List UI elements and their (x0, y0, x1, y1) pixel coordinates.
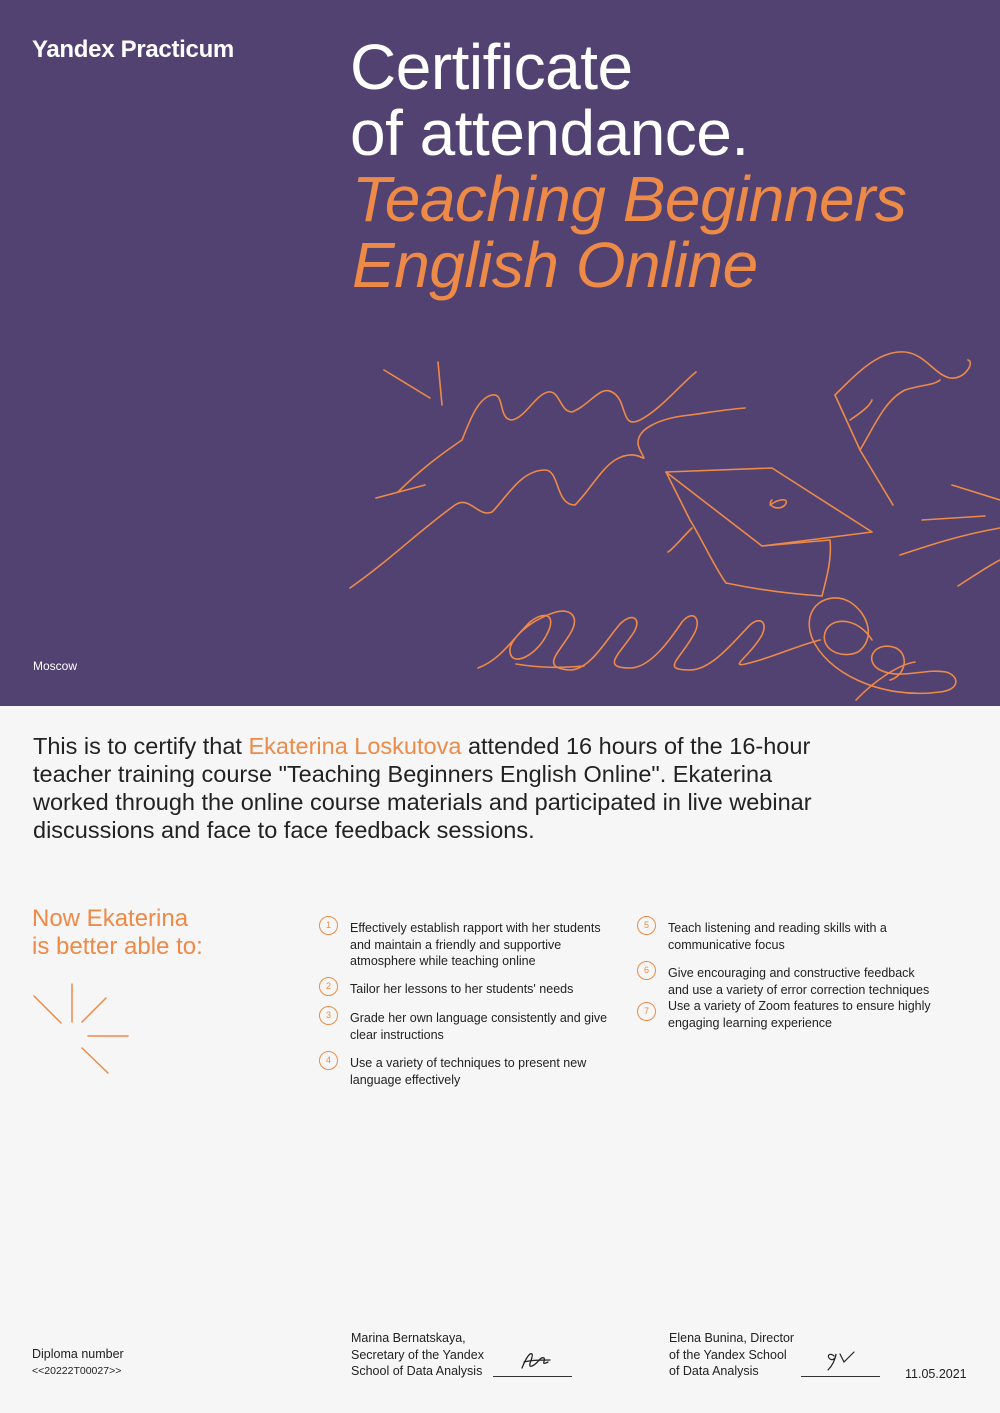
outcome-item (643, 920, 938, 953)
signature-1 (518, 1348, 552, 1374)
city-label: Moscow (33, 659, 78, 673)
recipient-name: Ekaterina Loskutova (248, 733, 462, 759)
brand-logo: Yandex Practicum (32, 36, 234, 63)
decorative-doodle-illustration (0, 0, 1000, 706)
issue-date: 11.05.2021 (905, 1367, 967, 1381)
outcome-number-badge: 1 (319, 916, 338, 935)
outcome-text: Give encouraging and constructive feedback and use a variety of error correction techniques (668, 966, 930, 997)
signature-line-2 (801, 1376, 880, 1377)
signature-line-1 (493, 1376, 572, 1377)
outcome-text: Use a variety of Zoom features to ensure highly engaging learning experience (668, 999, 931, 1030)
outcome-number-badge: 4 (319, 1051, 338, 1070)
outcome-item (325, 981, 612, 998)
outcome-number-badge: 2 (319, 977, 338, 996)
signer-1-organization: School of Data Analysis (351, 1364, 483, 1378)
statement-body-text: attended 16 hours of the 16-hour teacher training course "Teaching Beginners English Online". Ekaterina worked through the online course materials and participated in live webinar discussions and face to face feedback sessions. (33, 733, 812, 843)
signer-2-block (669, 1330, 794, 1380)
signer-2-title: of the Yandex School (669, 1347, 787, 1362)
outcome-text: Grade her own language consistently and give clear instructions (350, 1011, 608, 1042)
course-title-line-2: English Online (352, 229, 758, 301)
certification-statement (33, 732, 833, 844)
outcome-number-badge: 5 (637, 916, 656, 935)
statement-intro-text: This is to certify that (33, 733, 242, 759)
outcome-number-badge: 3 (319, 1006, 338, 1025)
signer-1-block (351, 1330, 484, 1380)
diploma-number-value: <<20222T00027>> (32, 1364, 122, 1377)
sparkle-icon (28, 980, 138, 1080)
outcome-item (325, 920, 612, 970)
signature-2 (824, 1348, 858, 1372)
signer-1-title: Secretary of the Yandex (351, 1347, 484, 1362)
certificate-title-line-1: Certificate (350, 31, 633, 103)
diploma-number-block (32, 1346, 124, 1379)
outcome-item (643, 965, 938, 998)
course-title-line-1: Teaching Beginners (352, 163, 907, 235)
signer-1-name: Marina Bernatskaya, (351, 1331, 466, 1345)
outcome-item (643, 998, 938, 1031)
outcomes-heading-line-1: Now Ekaterina (32, 905, 189, 932)
outcome-number-badge: 6 (637, 961, 656, 980)
header-panel (0, 0, 1000, 706)
outcome-text: Teach listening and reading skills with a communicative focus (668, 921, 887, 952)
outcome-item (325, 1010, 612, 1043)
diploma-number-label: Diploma number (32, 1347, 124, 1361)
outcome-text: Use a variety of techniques to present new language effectively (350, 1056, 587, 1087)
signer-2-organization: of Data Analysis (669, 1364, 759, 1378)
outcome-item (325, 1055, 612, 1088)
signer-2-name: Elena Bunina, Director (669, 1331, 795, 1345)
outcomes-heading-line-2: is better able to: (32, 933, 203, 960)
certificate-title-line-2: of attendance. (350, 97, 749, 169)
outcome-number-badge: 7 (637, 1002, 656, 1021)
outcome-text: Effectively establish rapport with her students and maintain a friendly and supportive atmosphere while teaching online (350, 921, 601, 968)
outcome-text: Tailor her lessons to her students' needs (350, 982, 574, 996)
outcomes-heading (32, 905, 203, 961)
